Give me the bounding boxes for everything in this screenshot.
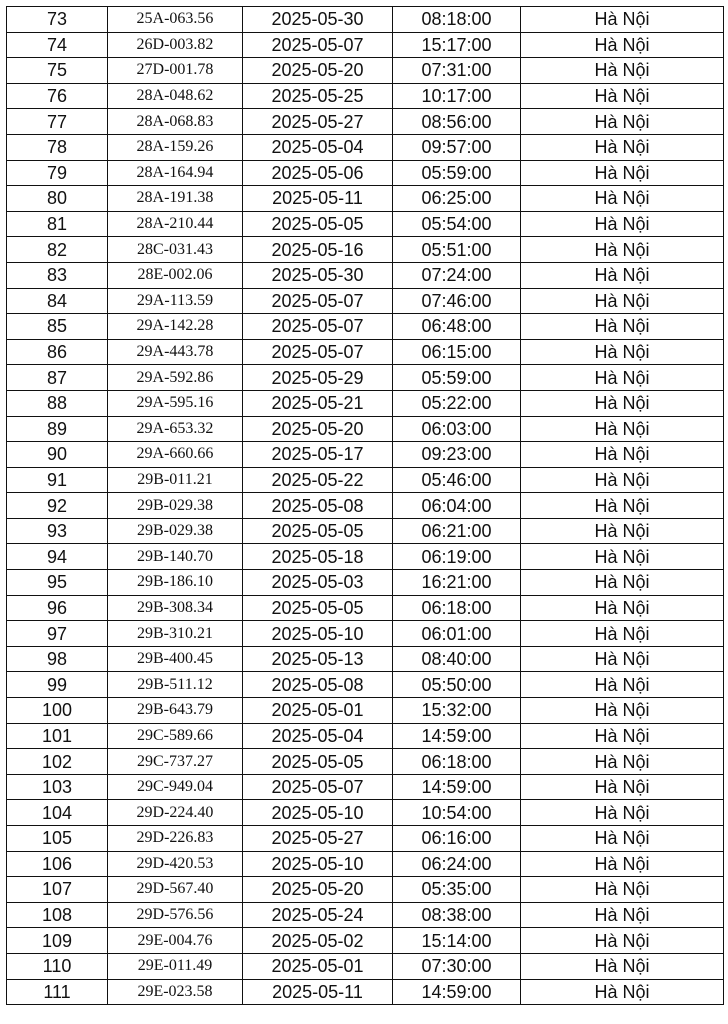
- violation-date-cell: 2025-05-05: [243, 749, 393, 775]
- location-cell: Hà Nội: [521, 416, 724, 442]
- table-row: [7, 262, 724, 288]
- violation-date-cell: 2025-05-01: [243, 953, 393, 979]
- table-row: [7, 979, 724, 1005]
- license-plate-cell: 28A-164.94: [108, 160, 243, 186]
- violation-date-cell: 2025-05-17: [243, 442, 393, 468]
- violation-date-cell: 2025-05-10: [243, 621, 393, 647]
- license-plate-cell: 29B-310.21: [108, 621, 243, 647]
- row-number-cell: 97: [7, 621, 108, 647]
- violation-time-cell: 05:59:00: [393, 365, 521, 391]
- violation-date-cell: 2025-05-13: [243, 646, 393, 672]
- violation-date-cell: 2025-05-03: [243, 570, 393, 596]
- table-row: [7, 134, 724, 160]
- row-number-cell: 82: [7, 237, 108, 263]
- license-plate-cell: 29B-029.38: [108, 493, 243, 519]
- table-row: [7, 58, 724, 84]
- violation-time-cell: 06:18:00: [393, 595, 521, 621]
- violation-table: [6, 6, 724, 1005]
- violation-time-cell: 16:21:00: [393, 570, 521, 596]
- violation-time-cell: 06:21:00: [393, 518, 521, 544]
- location-cell: Hà Nội: [521, 211, 724, 237]
- violation-date-cell: 2025-05-04: [243, 723, 393, 749]
- location-cell: Hà Nội: [521, 442, 724, 468]
- row-number-cell: 75: [7, 58, 108, 84]
- location-cell: Hà Nội: [521, 851, 724, 877]
- violation-time-cell: 14:59:00: [393, 774, 521, 800]
- table-row: [7, 390, 724, 416]
- location-cell: Hà Nội: [521, 928, 724, 954]
- location-cell: Hà Nội: [521, 186, 724, 212]
- violation-time-cell: 15:17:00: [393, 32, 521, 58]
- location-cell: Hà Nội: [521, 237, 724, 263]
- table-row: [7, 595, 724, 621]
- license-plate-cell: 29C-949.04: [108, 774, 243, 800]
- row-number-cell: 90: [7, 442, 108, 468]
- location-cell: Hà Nội: [521, 672, 724, 698]
- table-row: [7, 160, 724, 186]
- violation-date-cell: 2025-05-16: [243, 237, 393, 263]
- table-row: [7, 826, 724, 852]
- table-row: [7, 109, 724, 135]
- violation-date-cell: 2025-05-10: [243, 851, 393, 877]
- violation-date-cell: 2025-05-07: [243, 32, 393, 58]
- violation-date-cell: 2025-05-02: [243, 928, 393, 954]
- table-row: [7, 851, 724, 877]
- license-plate-cell: 29B-186.10: [108, 570, 243, 596]
- row-number-cell: 89: [7, 416, 108, 442]
- location-cell: Hà Nội: [521, 160, 724, 186]
- location-cell: Hà Nội: [521, 314, 724, 340]
- location-cell: Hà Nội: [521, 109, 724, 135]
- license-plate-cell: 29D-567.40: [108, 877, 243, 903]
- table-row: [7, 442, 724, 468]
- license-plate-cell: 29A-660.66: [108, 442, 243, 468]
- row-number-cell: 85: [7, 314, 108, 340]
- table-row: [7, 416, 724, 442]
- violation-time-cell: 06:03:00: [393, 416, 521, 442]
- violation-time-cell: 08:56:00: [393, 109, 521, 135]
- location-cell: Hà Nội: [521, 518, 724, 544]
- location-cell: Hà Nội: [521, 390, 724, 416]
- violation-date-cell: 2025-05-11: [243, 979, 393, 1005]
- location-cell: Hà Nội: [521, 467, 724, 493]
- violation-date-cell: 2025-05-07: [243, 774, 393, 800]
- location-cell: Hà Nội: [521, 800, 724, 826]
- violation-time-cell: 05:50:00: [393, 672, 521, 698]
- row-number-cell: 93: [7, 518, 108, 544]
- license-plate-cell: 29B-029.38: [108, 518, 243, 544]
- violation-date-cell: 2025-05-11: [243, 186, 393, 212]
- violation-time-cell: 14:59:00: [393, 723, 521, 749]
- violation-time-cell: 09:23:00: [393, 442, 521, 468]
- license-plate-cell: 29D-224.40: [108, 800, 243, 826]
- table-row: [7, 698, 724, 724]
- violation-date-cell: 2025-05-25: [243, 83, 393, 109]
- row-number-cell: 104: [7, 800, 108, 826]
- location-cell: Hà Nội: [521, 646, 724, 672]
- violation-date-cell: 2025-05-27: [243, 109, 393, 135]
- license-plate-cell: 29A-142.28: [108, 314, 243, 340]
- row-number-cell: 87: [7, 365, 108, 391]
- location-cell: Hà Nội: [521, 83, 724, 109]
- license-plate-cell: 28A-191.38: [108, 186, 243, 212]
- violation-date-cell: 2025-05-10: [243, 800, 393, 826]
- violation-time-cell: 08:38:00: [393, 902, 521, 928]
- row-number-cell: 95: [7, 570, 108, 596]
- violation-time-cell: 07:24:00: [393, 262, 521, 288]
- violation-time-cell: 15:14:00: [393, 928, 521, 954]
- violation-date-cell: 2025-05-24: [243, 902, 393, 928]
- violation-time-cell: 06:18:00: [393, 749, 521, 775]
- license-plate-cell: 29B-140.70: [108, 544, 243, 570]
- violation-date-cell: 2025-05-18: [243, 544, 393, 570]
- violation-date-cell: 2025-05-27: [243, 826, 393, 852]
- table-row: [7, 7, 724, 33]
- location-cell: Hà Nội: [521, 339, 724, 365]
- table-row: [7, 237, 724, 263]
- license-plate-cell: 29A-595.16: [108, 390, 243, 416]
- row-number-cell: 96: [7, 595, 108, 621]
- license-plate-cell: 29A-592.86: [108, 365, 243, 391]
- license-plate-cell: 29E-011.49: [108, 953, 243, 979]
- license-plate-cell: 29B-308.34: [108, 595, 243, 621]
- row-number-cell: 83: [7, 262, 108, 288]
- violation-date-cell: 2025-05-30: [243, 7, 393, 33]
- license-plate-cell: 28A-210.44: [108, 211, 243, 237]
- violation-time-cell: 05:46:00: [393, 467, 521, 493]
- license-plate-cell: 29C-737.27: [108, 749, 243, 775]
- violation-date-cell: 2025-05-22: [243, 467, 393, 493]
- violation-time-cell: 06:15:00: [393, 339, 521, 365]
- license-plate-cell: 28A-048.62: [108, 83, 243, 109]
- violation-time-cell: 06:24:00: [393, 851, 521, 877]
- license-plate-cell: 29B-400.45: [108, 646, 243, 672]
- license-plate-cell: 28C-031.43: [108, 237, 243, 263]
- violation-time-cell: 14:59:00: [393, 979, 521, 1005]
- location-cell: Hà Nội: [521, 749, 724, 775]
- location-cell: Hà Nội: [521, 58, 724, 84]
- violation-date-cell: 2025-05-29: [243, 365, 393, 391]
- location-cell: Hà Nội: [521, 288, 724, 314]
- violation-time-cell: 07:30:00: [393, 953, 521, 979]
- row-number-cell: 103: [7, 774, 108, 800]
- violation-date-cell: 2025-05-05: [243, 211, 393, 237]
- location-cell: Hà Nội: [521, 134, 724, 160]
- row-number-cell: 84: [7, 288, 108, 314]
- license-plate-cell: 29A-443.78: [108, 339, 243, 365]
- license-plate-cell: 29C-589.66: [108, 723, 243, 749]
- violation-time-cell: 06:48:00: [393, 314, 521, 340]
- license-plate-cell: 29E-004.76: [108, 928, 243, 954]
- license-plate-cell: 27D-001.78: [108, 58, 243, 84]
- violation-date-cell: 2025-05-05: [243, 595, 393, 621]
- violation-date-cell: 2025-05-05: [243, 518, 393, 544]
- row-number-cell: 109: [7, 928, 108, 954]
- row-number-cell: 101: [7, 723, 108, 749]
- table-row: [7, 211, 724, 237]
- table-row: [7, 365, 724, 391]
- violation-date-cell: 2025-05-07: [243, 339, 393, 365]
- violation-time-cell: 05:22:00: [393, 390, 521, 416]
- violation-time-cell: 06:04:00: [393, 493, 521, 519]
- row-number-cell: 79: [7, 160, 108, 186]
- table-row: [7, 83, 724, 109]
- location-cell: Hà Nội: [521, 774, 724, 800]
- location-cell: Hà Nội: [521, 595, 724, 621]
- table-row: [7, 570, 724, 596]
- license-plate-cell: 25A-063.56: [108, 7, 243, 33]
- table-row: [7, 877, 724, 903]
- row-number-cell: 105: [7, 826, 108, 852]
- table-row: [7, 774, 724, 800]
- location-cell: Hà Nội: [521, 570, 724, 596]
- violation-date-cell: 2025-05-06: [243, 160, 393, 186]
- location-cell: Hà Nội: [521, 32, 724, 58]
- violation-date-cell: 2025-05-04: [243, 134, 393, 160]
- row-number-cell: 86: [7, 339, 108, 365]
- table-row: [7, 314, 724, 340]
- row-number-cell: 88: [7, 390, 108, 416]
- table-row: [7, 493, 724, 519]
- table-row: [7, 902, 724, 928]
- row-number-cell: 73: [7, 7, 108, 33]
- violation-time-cell: 09:57:00: [393, 134, 521, 160]
- license-plate-cell: 29D-576.56: [108, 902, 243, 928]
- table-row: [7, 288, 724, 314]
- violation-time-cell: 06:01:00: [393, 621, 521, 647]
- location-cell: Hà Nội: [521, 979, 724, 1005]
- location-cell: Hà Nội: [521, 262, 724, 288]
- location-cell: Hà Nội: [521, 826, 724, 852]
- row-number-cell: 111: [7, 979, 108, 1005]
- row-number-cell: 80: [7, 186, 108, 212]
- row-number-cell: 100: [7, 698, 108, 724]
- location-cell: Hà Nội: [521, 953, 724, 979]
- license-plate-cell: 29B-011.21: [108, 467, 243, 493]
- location-cell: Hà Nội: [521, 877, 724, 903]
- license-plate-cell: 29A-653.32: [108, 416, 243, 442]
- license-plate-cell: 26D-003.82: [108, 32, 243, 58]
- row-number-cell: 106: [7, 851, 108, 877]
- violation-time-cell: 10:54:00: [393, 800, 521, 826]
- violation-date-cell: 2025-05-21: [243, 390, 393, 416]
- location-cell: Hà Nội: [521, 544, 724, 570]
- row-number-cell: 98: [7, 646, 108, 672]
- violation-time-cell: 05:59:00: [393, 160, 521, 186]
- violation-date-cell: 2025-05-07: [243, 314, 393, 340]
- table-row: [7, 928, 724, 954]
- table-row: [7, 800, 724, 826]
- violation-time-cell: 05:51:00: [393, 237, 521, 263]
- location-cell: Hà Nội: [521, 493, 724, 519]
- location-cell: Hà Nội: [521, 723, 724, 749]
- location-cell: Hà Nội: [521, 365, 724, 391]
- violation-time-cell: 10:17:00: [393, 83, 521, 109]
- violation-time-cell: 06:19:00: [393, 544, 521, 570]
- violation-date-cell: 2025-05-08: [243, 672, 393, 698]
- violation-date-cell: 2025-05-20: [243, 58, 393, 84]
- violation-date-cell: 2025-05-01: [243, 698, 393, 724]
- license-plate-cell: 28A-068.83: [108, 109, 243, 135]
- violation-time-cell: 08:40:00: [393, 646, 521, 672]
- row-number-cell: 81: [7, 211, 108, 237]
- violation-date-cell: 2025-05-20: [243, 877, 393, 903]
- table-row: [7, 186, 724, 212]
- row-number-cell: 107: [7, 877, 108, 903]
- violation-time-cell: 06:16:00: [393, 826, 521, 852]
- table-row: [7, 672, 724, 698]
- license-plate-cell: 29E-023.58: [108, 979, 243, 1005]
- violation-time-cell: 07:31:00: [393, 58, 521, 84]
- license-plate-cell: 29B-643.79: [108, 698, 243, 724]
- row-number-cell: 108: [7, 902, 108, 928]
- violation-time-cell: 08:18:00: [393, 7, 521, 33]
- table-row: [7, 723, 724, 749]
- location-cell: Hà Nội: [521, 621, 724, 647]
- violation-date-cell: 2025-05-07: [243, 288, 393, 314]
- row-number-cell: 110: [7, 953, 108, 979]
- row-number-cell: 99: [7, 672, 108, 698]
- violation-time-cell: 05:35:00: [393, 877, 521, 903]
- violation-date-cell: 2025-05-08: [243, 493, 393, 519]
- license-plate-cell: 28A-159.26: [108, 134, 243, 160]
- row-number-cell: 78: [7, 134, 108, 160]
- table-row: [7, 339, 724, 365]
- license-plate-cell: 29A-113.59: [108, 288, 243, 314]
- table-row: [7, 518, 724, 544]
- row-number-cell: 77: [7, 109, 108, 135]
- row-number-cell: 92: [7, 493, 108, 519]
- table-row: [7, 467, 724, 493]
- license-plate-cell: 29B-511.12: [108, 672, 243, 698]
- table-row: [7, 749, 724, 775]
- row-number-cell: 102: [7, 749, 108, 775]
- violation-time-cell: 07:46:00: [393, 288, 521, 314]
- table-row: [7, 953, 724, 979]
- license-plate-cell: 28E-002.06: [108, 262, 243, 288]
- location-cell: Hà Nội: [521, 902, 724, 928]
- row-number-cell: 91: [7, 467, 108, 493]
- violation-time-cell: 15:32:00: [393, 698, 521, 724]
- violation-date-cell: 2025-05-30: [243, 262, 393, 288]
- table-row: [7, 544, 724, 570]
- violation-date-cell: 2025-05-20: [243, 416, 393, 442]
- violation-list-page: [6, 6, 723, 1005]
- license-plate-cell: 29D-226.83: [108, 826, 243, 852]
- violation-table-body: [7, 7, 724, 1005]
- row-number-cell: 76: [7, 83, 108, 109]
- row-number-cell: 74: [7, 32, 108, 58]
- table-row: [7, 621, 724, 647]
- location-cell: Hà Nội: [521, 7, 724, 33]
- violation-time-cell: 05:54:00: [393, 211, 521, 237]
- row-number-cell: 94: [7, 544, 108, 570]
- violation-time-cell: 06:25:00: [393, 186, 521, 212]
- table-row: [7, 32, 724, 58]
- table-row: [7, 646, 724, 672]
- location-cell: Hà Nội: [521, 698, 724, 724]
- license-plate-cell: 29D-420.53: [108, 851, 243, 877]
